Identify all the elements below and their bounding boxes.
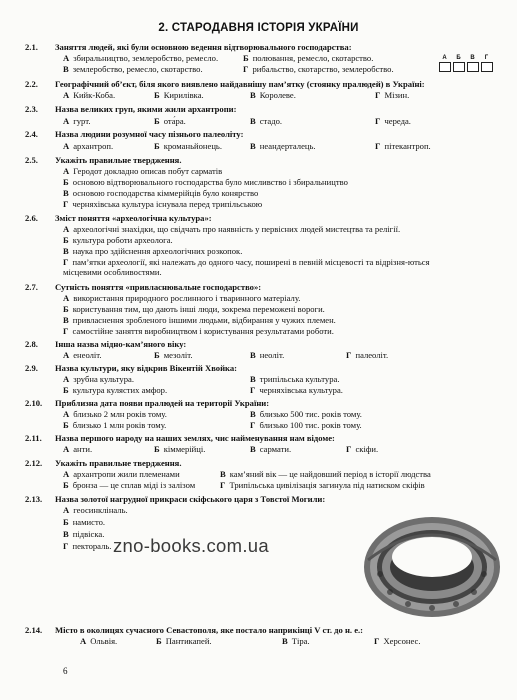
option-letter: Г xyxy=(375,90,381,100)
option-g[interactable] xyxy=(250,385,343,395)
option-a[interactable] xyxy=(63,444,92,454)
option-text: Тіра. xyxy=(291,636,310,646)
option-letter: Б xyxy=(154,141,160,151)
question-text: Зміст поняття «археологічна культура»: xyxy=(55,213,212,223)
pectoral-image xyxy=(360,512,505,622)
option-b[interactable] xyxy=(154,444,205,454)
option-text: привласнення зробленого іншими людьми, відбирання у чужих племен. xyxy=(72,315,336,325)
option-text: кам’яний вік — це найдовший період в історії людства xyxy=(229,469,431,479)
option-b[interactable] xyxy=(250,374,339,384)
question-number: 2.5. xyxy=(25,155,38,165)
option-text: основою господарства кіммерійців було конярство xyxy=(72,188,259,198)
question-2-8 xyxy=(25,339,490,349)
option-letter: Г xyxy=(375,141,381,151)
option-a[interactable] xyxy=(63,293,300,303)
question-2-2 xyxy=(25,79,490,89)
option-letter: Б xyxy=(63,517,69,527)
option-text: Херсонес. xyxy=(383,636,421,646)
question-2-14 xyxy=(25,625,490,635)
option-letter: А xyxy=(63,505,70,515)
page-title: 2. СТАРОДАВНЯ ІСТОРІЯ УКРАЇНИ xyxy=(158,22,359,34)
option-v[interactable] xyxy=(63,64,203,74)
option-text: пам’ятки археології, які належать до одного часу, поширені в певній місцевості та відрізня-ються місцевими особливостями. xyxy=(63,257,430,278)
option-letter: Б xyxy=(243,53,249,63)
option-letter: Г xyxy=(250,420,256,430)
option-letter: Б xyxy=(63,177,69,187)
answer-letter: Б xyxy=(456,55,461,61)
option-g[interactable] xyxy=(346,350,388,360)
answer-cell-b[interactable] xyxy=(452,55,465,72)
question-2-11 xyxy=(25,433,490,443)
option-v[interactable] xyxy=(63,420,166,430)
option-b[interactable] xyxy=(250,409,362,419)
option-letter: А xyxy=(63,469,70,479)
option-letter: А xyxy=(63,116,70,126)
question-text: Назва першого народу на наших землях, чис найменування нам відоме: xyxy=(55,433,335,443)
option-a[interactable] xyxy=(63,116,90,126)
question-number: 2.13. xyxy=(25,494,43,504)
option-g[interactable] xyxy=(63,199,262,209)
option-letter: В xyxy=(250,374,256,384)
option-b[interactable] xyxy=(154,141,222,151)
option-b[interactable] xyxy=(220,469,431,479)
option-g[interactable] xyxy=(375,116,411,126)
option-letter: А xyxy=(63,166,70,176)
option-a[interactable] xyxy=(63,53,218,63)
answer-box[interactable] xyxy=(481,62,493,72)
question-number: 2.9. xyxy=(25,363,38,373)
answer-letter: А xyxy=(442,55,447,61)
option-g[interactable] xyxy=(374,636,421,646)
question-number: 2.11. xyxy=(25,433,42,443)
option-text: збиральництво, землеробство, ремесло. xyxy=(73,53,219,63)
option-text: Кирилівка. xyxy=(163,90,204,100)
option-b[interactable] xyxy=(154,350,193,360)
question-text: Назва людини розумної часу пізнього палеоліту: xyxy=(55,129,244,139)
question-text: Приблизна дата появи пралюдей на території України: xyxy=(55,398,270,408)
answer-letter: В xyxy=(470,55,475,61)
option-v[interactable] xyxy=(63,480,195,490)
option-text: рибальство, скотарство, землеробство. xyxy=(252,64,394,74)
question-text: Укажіть правильне твердження. xyxy=(55,458,182,468)
option-g[interactable] xyxy=(375,141,431,151)
option-a[interactable] xyxy=(63,90,115,100)
option-g[interactable] xyxy=(243,64,394,74)
option-a[interactable] xyxy=(63,166,222,176)
option-v[interactable] xyxy=(250,350,284,360)
option-text: зрубна культура. xyxy=(73,374,134,384)
option-text: кроманьйонець. xyxy=(163,141,222,151)
option-text: неандерталець. xyxy=(259,141,316,151)
question-text: Місто в околицях сучасного Севастополя, яке постало наприкінці V ст. до н. е.: xyxy=(55,625,364,635)
option-g[interactable] xyxy=(346,444,378,454)
question-number: 2.4. xyxy=(25,129,38,139)
option-letter: А xyxy=(63,293,70,303)
question-text: Заняття людей, які були основною ведення відтворювального господарства: xyxy=(55,42,352,52)
option-letter: В xyxy=(63,64,69,74)
option-text: Ольвія. xyxy=(90,636,118,646)
option-text: близько 500 тис. років тому. xyxy=(259,409,362,419)
option-text: Трипільська цивілізація загинула під натиском скіфів xyxy=(229,480,425,490)
option-text: намисто. xyxy=(72,517,106,527)
option-b[interactable] xyxy=(63,517,105,527)
option-text: сармати. xyxy=(259,444,292,454)
option-text: черняхівська культура. xyxy=(259,385,343,395)
question-text: Назва золотої нагрудної прикраси скіфського царя з Товстої Могили: xyxy=(55,494,326,504)
option-text: землеробство, ремесло, скотарство. xyxy=(72,64,203,74)
answer-box[interactable] xyxy=(439,62,451,72)
option-text: стадо. xyxy=(259,116,283,126)
option-text: самостійне заняття виробництвом і користування результатами роботи. xyxy=(72,326,334,336)
option-b[interactable] xyxy=(63,304,325,314)
option-letter: А xyxy=(80,636,87,646)
option-v[interactable] xyxy=(63,188,258,198)
option-letter: А xyxy=(63,53,70,63)
option-letter: А xyxy=(63,374,70,384)
option-g[interactable] xyxy=(63,541,111,551)
question-text: Назва великих груп, якими жили архантропи: xyxy=(55,104,237,114)
option-text: архантроп. xyxy=(73,141,114,151)
option-text: користування тим, що дають інші люди, зокрема переможені вороги. xyxy=(72,304,325,314)
option-v[interactable] xyxy=(63,385,167,395)
option-letter: В xyxy=(250,350,256,360)
option-g[interactable] xyxy=(220,480,425,490)
option-text: череда. xyxy=(384,116,411,126)
option-text: пітекантроп. xyxy=(384,141,431,151)
option-text: кіммерійці. xyxy=(163,444,206,454)
answer-letter: Г xyxy=(484,55,489,61)
answer-cell-a[interactable] xyxy=(438,55,451,72)
option-v[interactable] xyxy=(250,116,282,126)
option-letter: Г xyxy=(63,541,69,551)
option-text: мезоліт. xyxy=(163,350,193,360)
option-letter: А xyxy=(63,444,70,454)
answer-box[interactable] xyxy=(453,62,465,72)
option-letter: А xyxy=(63,141,70,151)
option-letter: А xyxy=(63,350,70,360)
question-number: 2.1. xyxy=(25,42,38,52)
option-v[interactable] xyxy=(63,246,242,256)
option-text: використання природного рослинного і тваринного матеріалу. xyxy=(73,293,301,303)
question-number: 2.2. xyxy=(25,79,38,89)
option-letter: В xyxy=(282,636,288,646)
option-letter: В xyxy=(63,315,69,325)
question-text: Назва культури, яку відкрив Вікентій Хвойка: xyxy=(55,363,238,373)
option-text: черняхівська культура існувала перед трипільською xyxy=(72,199,263,209)
option-text: основою відтворювального господарства було мисливство і збиральництво xyxy=(72,177,348,187)
option-b[interactable] xyxy=(63,235,173,245)
question-text: Укажіть правильне твердження. xyxy=(55,155,182,165)
option-letter: В xyxy=(250,116,256,126)
option-b[interactable] xyxy=(154,116,186,126)
option-letter: Г xyxy=(346,350,352,360)
option-letter: А xyxy=(63,90,70,100)
question-text: Сутність поняття «привласнювальне господарство»: xyxy=(55,282,262,292)
option-a[interactable] xyxy=(63,224,400,234)
watermark: zno-books.com.ua xyxy=(113,535,269,556)
option-g[interactable] xyxy=(250,420,362,430)
option-letter: Б xyxy=(154,444,160,454)
option-v[interactable] xyxy=(250,141,316,151)
option-b[interactable] xyxy=(243,53,373,63)
option-letter: В xyxy=(63,188,69,198)
question-number: 2.6. xyxy=(25,213,38,223)
option-v[interactable] xyxy=(282,636,310,646)
option-text: трипільська культура. xyxy=(259,374,340,384)
question-2-7 xyxy=(25,282,490,292)
question-number: 2.12. xyxy=(25,458,43,468)
option-letter: В xyxy=(250,141,256,151)
option-text: близько 1 млн років тому. xyxy=(72,420,167,430)
option-text: близько 2 млн років тому. xyxy=(73,409,167,419)
option-letter: Б xyxy=(63,304,69,314)
option-letter: В xyxy=(63,529,69,539)
option-letter: Б xyxy=(63,480,69,490)
option-a[interactable] xyxy=(63,350,102,360)
option-text: культура роботи археолога. xyxy=(72,235,173,245)
question-2-3 xyxy=(25,104,490,114)
answer-grid xyxy=(438,55,493,72)
option-letter: Г xyxy=(63,326,69,336)
question-number: 2.14. xyxy=(25,625,43,635)
option-letter: Г xyxy=(63,199,69,209)
option-letter: Б xyxy=(156,636,162,646)
option-text: неоліт. xyxy=(259,350,285,360)
option-a[interactable] xyxy=(63,409,167,419)
option-text: Кийк-Коба. xyxy=(73,90,116,100)
option-g[interactable] xyxy=(63,257,463,278)
option-v[interactable] xyxy=(63,315,336,325)
option-letter: В xyxy=(63,246,69,256)
option-letter: Б xyxy=(154,116,160,126)
option-g[interactable] xyxy=(63,326,334,336)
option-text: підвіска. xyxy=(72,529,105,539)
option-letter: Г xyxy=(243,64,249,74)
option-v[interactable] xyxy=(63,529,104,539)
question-text: Інша назва мідно-кам’яного віку: xyxy=(55,339,187,349)
option-letter: Б xyxy=(154,90,160,100)
option-letter: В xyxy=(250,409,256,419)
option-letter: В xyxy=(250,444,256,454)
option-letter: Б xyxy=(63,385,69,395)
option-text: бронза — це сплав міді із залізом xyxy=(72,480,196,490)
option-a[interactable] xyxy=(80,636,117,646)
option-b[interactable] xyxy=(154,90,204,100)
option-text: енеоліт. xyxy=(73,350,102,360)
option-letter: Г xyxy=(220,480,226,490)
option-text: археологічні знахідки, що свідчать про наявність у первісних людей мистецтва та релігії. xyxy=(73,224,401,234)
option-v[interactable] xyxy=(250,444,291,454)
option-a[interactable] xyxy=(63,374,134,384)
option-text: Пантикапей. xyxy=(165,636,212,646)
option-text: Геродот докладно описав побут сарматів xyxy=(73,166,223,176)
option-text: культура кулястих амфор. xyxy=(72,385,168,395)
question-2-1 xyxy=(25,42,490,52)
option-g[interactable] xyxy=(375,90,409,100)
option-text: Королеве. xyxy=(259,90,296,100)
option-text: полювання, ремесло, скотарство. xyxy=(252,53,374,63)
answer-cell-v[interactable] xyxy=(466,55,479,72)
option-b[interactable] xyxy=(63,177,348,187)
answer-box[interactable] xyxy=(467,62,479,72)
option-letter: Б xyxy=(63,235,69,245)
option-letter: Б xyxy=(63,420,69,430)
option-letter: В xyxy=(250,90,256,100)
question-2-12 xyxy=(25,458,490,468)
option-text: архантропи жили племенами xyxy=(73,469,180,479)
page-number: 6 xyxy=(63,666,68,676)
option-letter: Г xyxy=(250,385,256,395)
option-letter: А xyxy=(63,224,70,234)
option-letter: Г xyxy=(374,636,380,646)
option-letter: А xyxy=(63,409,70,419)
option-letter: Г xyxy=(346,444,352,454)
question-number: 2.3. xyxy=(25,104,38,114)
question-text: Географічний об’єкт, біля якого виявлено найдавнішу пам’ятку (стоянку пралюдей) в Україні: xyxy=(55,79,425,89)
question-number: 2.10. xyxy=(25,398,43,408)
option-v[interactable] xyxy=(250,90,296,100)
option-letter: Б xyxy=(154,350,160,360)
option-text: гурт. xyxy=(73,116,91,126)
question-2-13 xyxy=(25,494,490,504)
option-b[interactable] xyxy=(156,636,212,646)
option-letter: Г xyxy=(63,257,69,267)
option-a[interactable] xyxy=(63,141,113,151)
question-2-5 xyxy=(25,155,490,165)
option-text: пектораль. xyxy=(72,541,112,551)
option-text: Мізин. xyxy=(384,90,410,100)
question-2-6 xyxy=(25,213,490,223)
question-number: 2.8. xyxy=(25,339,38,349)
option-a[interactable] xyxy=(63,505,128,515)
option-letter: Г xyxy=(375,116,381,126)
option-letter: В xyxy=(220,469,226,479)
option-text: палеоліт. xyxy=(355,350,389,360)
question-2-9 xyxy=(25,363,490,373)
option-text: скіфи. xyxy=(355,444,379,454)
question-number: 2.7. xyxy=(25,282,38,292)
option-a[interactable] xyxy=(63,469,180,479)
question-2-10 xyxy=(25,398,490,408)
answer-cell-g[interactable] xyxy=(480,55,493,72)
question-2-4 xyxy=(25,129,490,139)
option-text: анти. xyxy=(73,444,93,454)
option-text: близько 100 тис. років тому. xyxy=(259,420,362,430)
option-text: наука про здійснення археологічних розкопок. xyxy=(72,246,243,256)
option-text: ота́ра. xyxy=(163,116,186,126)
option-text: геосинкліналь. xyxy=(73,505,128,515)
